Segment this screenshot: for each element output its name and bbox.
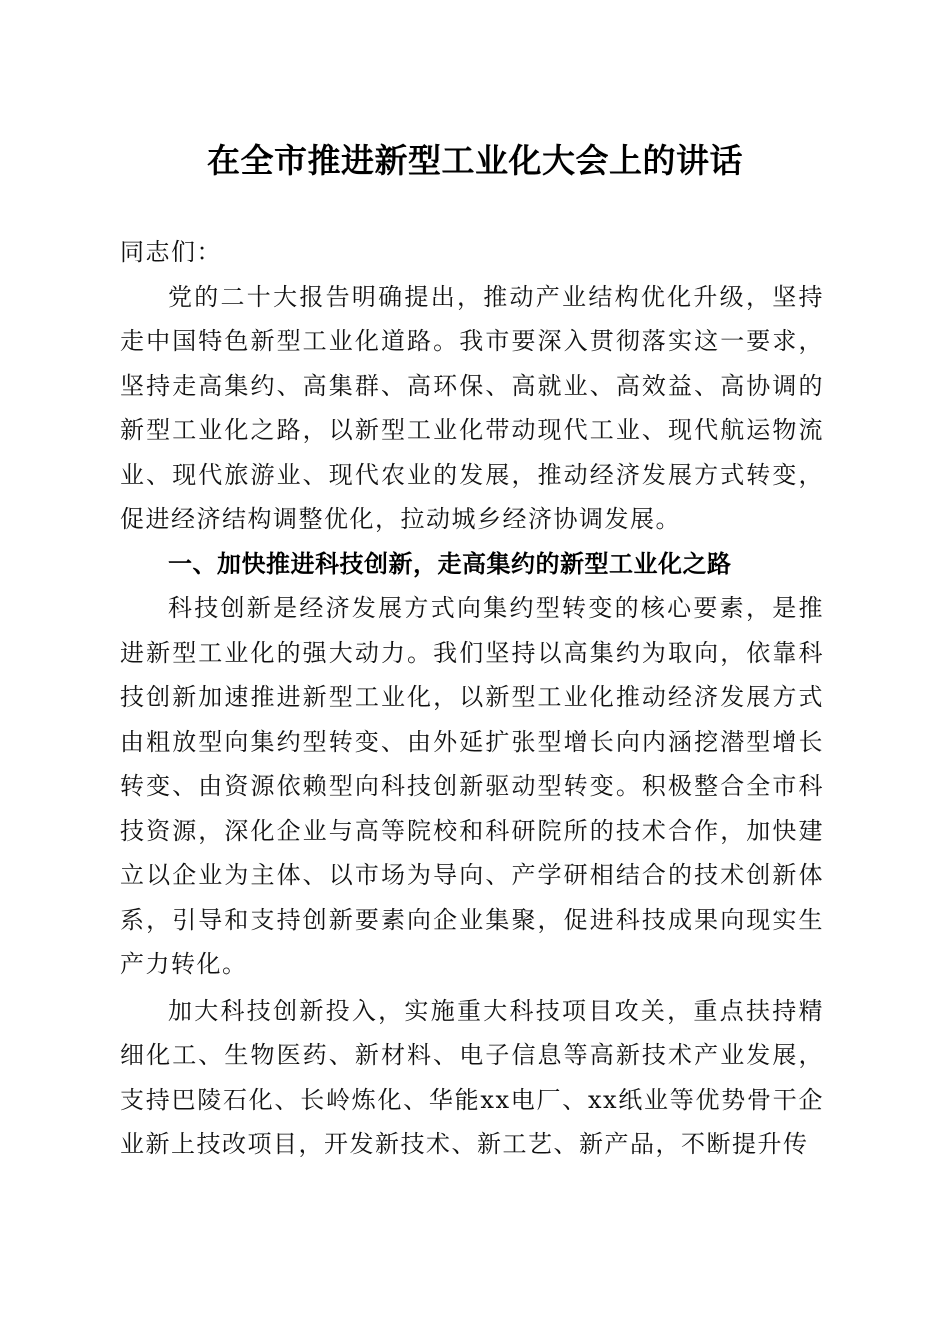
salutation: 同志们： [120, 238, 222, 266]
paragraph-intro: 党的二十大报告明确提出，推动产业结构优化升级，坚持走中国特色新型工业化道路。我市要深入贯彻落实这一要求，坚持走高集约、高集群、高环保、高就业、高效益、高协调的新型工业化之路，以新型工业化带动现代工业、现代航运物流业、现代旅游业、现代农业的发展，推动经济发展方式转变，促进经济结构调整优化，拉动城乡经济协调发展。 [120, 282, 824, 533]
section-heading-1: 一、加快推进科技创新，走高集约的新型工业化之路 [168, 549, 732, 578]
document-body [120, 230, 824, 1167]
paragraph-2: 加大科技创新投入，实施重大科技项目攻关，重点扶持精细化工、生物医药、新材料、电子信息等高新技术产业发展，支持巴陵石化、长岭炼化、华能xx电厂、xx纸业等优势骨干企业新上技改项目，开发新技术、新工艺、新产品，不断提升传 [120, 996, 824, 1158]
document-title: 在全市推进新型工业化大会上的讲话 [207, 141, 743, 180]
paragraph-1: 科技创新是经济发展方式向集约型转变的核心要素，是推进新型工业化的强大动力。我们坚持以高集约为取向，依靠科技创新加速推进新型工业化，以新型工业化推动经济发展方式由粗放型向集约型转变、由外延扩张型增长向内涵挖潜型增长转变、由资源依赖型向科技创新驱动型转变。积极整合全市科技资源，深化企业与高等院校和科研院所的技术合作，加快建立以企业为主体、以市场为导向、产学研相结合的技术创新体系，引导和支持创新要素向企业集聚，促进科技成果向现实生产力转化。 [120, 594, 824, 978]
